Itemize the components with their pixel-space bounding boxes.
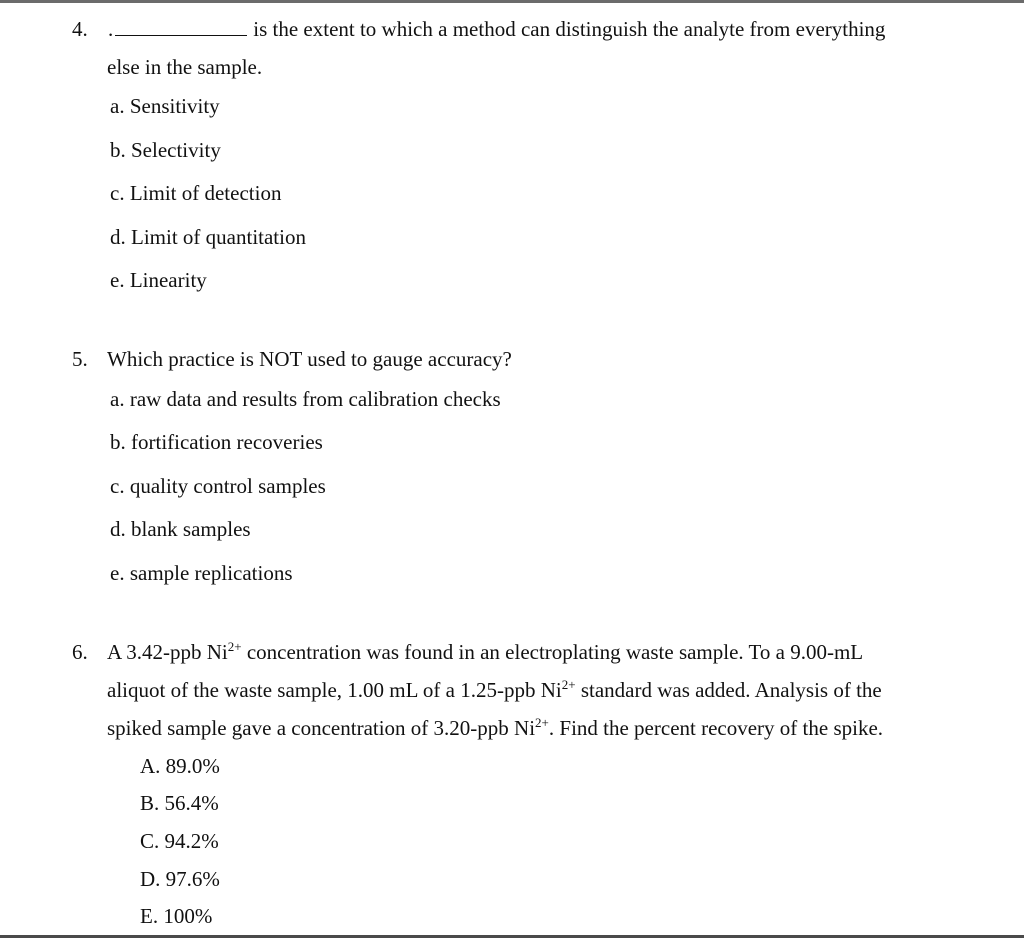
answer-option[interactable]: a. raw data and results from calibration checks: [110, 387, 501, 411]
question-stem-line: [107, 677, 882, 702]
answer-option[interactable]: c. quality control samples: [110, 474, 326, 498]
ion-charge: 2+: [561, 677, 576, 692]
stem-text: A 3.42-ppb Ni: [107, 640, 228, 664]
answer-option[interactable]: b. Selectivity: [110, 138, 221, 162]
question-stem-line: else in the sample.: [107, 55, 263, 79]
stem-text: is the extent to which a method can distinguish the analyte from everything: [253, 17, 886, 41]
stem-lead-dot: .: [108, 17, 114, 41]
question-number: 5.: [72, 347, 88, 371]
question-number: 6.: [72, 640, 88, 664]
answer-option[interactable]: E. 100%: [140, 904, 213, 928]
answer-option[interactable]: C. 94.2%: [140, 829, 219, 853]
answer-option[interactable]: b. fortification recoveries: [110, 430, 323, 454]
answer-option[interactable]: a. Sensitivity: [110, 94, 220, 118]
answer-blank: [115, 34, 247, 36]
ion-charge: 2+: [227, 639, 242, 654]
top-border: [0, 0, 1024, 3]
ion-charge: 2+: [535, 715, 549, 730]
answer-option[interactable]: d. Limit of quantitation: [110, 225, 306, 249]
question-stem-line: [107, 639, 864, 664]
question-number: 4.: [72, 17, 88, 41]
stem-text: spiked sample gave a concentration of 3.20-ppb Ni: [107, 716, 536, 740]
answer-option[interactable]: c. Limit of detection: [110, 181, 282, 205]
stem-text: aliquot of the waste sample, 1.00 mL of a 1.25-ppb Ni: [107, 678, 562, 702]
answer-option[interactable]: e. sample replications: [110, 561, 293, 585]
answer-option[interactable]: B. 56.4%: [140, 791, 219, 815]
stem-text: concentration was found in an electroplating waste sample. To a 9.00-mL: [241, 640, 864, 664]
question-stem-line: [107, 715, 884, 740]
stem-text: standard was added. Analysis of the: [575, 678, 882, 702]
stem-text: . Find the percent recovery of the spike.: [548, 716, 884, 740]
answer-option[interactable]: D. 97.6%: [140, 867, 220, 891]
question-stem-line: [108, 19, 885, 40]
question-stem-line: Which practice is NOT used to gauge accuracy?: [107, 347, 512, 371]
answer-option[interactable]: A. 89.0%: [140, 754, 220, 778]
answer-option[interactable]: d. blank samples: [110, 517, 251, 541]
answer-option[interactable]: e. Linearity: [110, 268, 207, 292]
